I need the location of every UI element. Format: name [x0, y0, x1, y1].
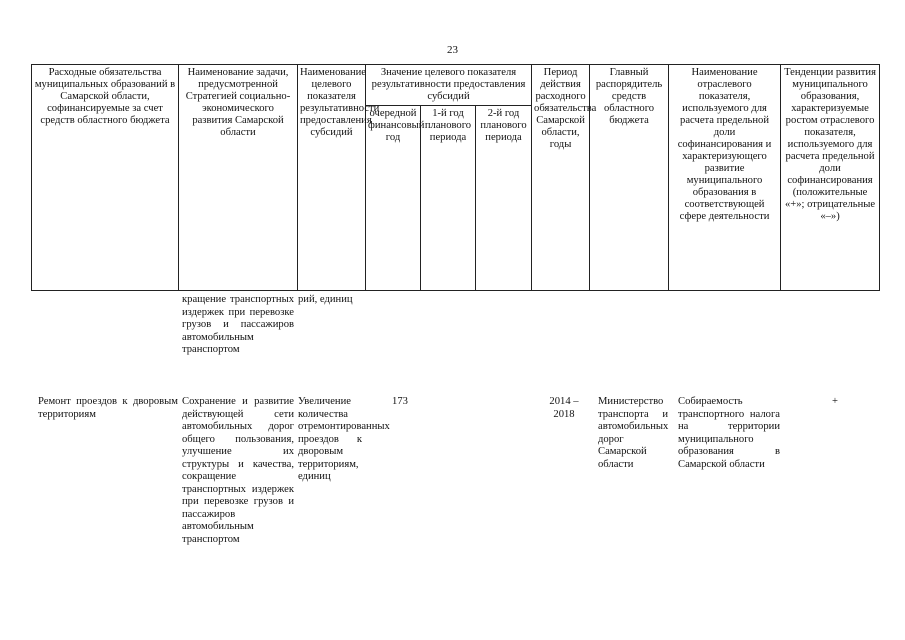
header-col4-group: Значение целевого показателя результативности предоставления субсидий [366, 65, 532, 106]
row-col1: Ремонт проездов к дворовым территориям [38, 396, 178, 420]
header-col8: Тенденции развития муниципального образования, характеризуемые ростом отраслевого показателя, используемого для расчета предельной доли софинансирования (положительные «+»; отрицательные «–») [781, 65, 880, 291]
header-col2: Наименование задачи, предусмотренной Стратегией социально-экономического развития Самарской области [179, 65, 298, 291]
header-col4c: 2-й год планового периода [476, 106, 532, 291]
continuation-col3: рий, единиц [298, 294, 353, 305]
header-col4b: 1-й год планового периода [421, 106, 476, 291]
page-number: 23 [447, 44, 458, 56]
row-col7: Собираемость транспортного налога на территории муниципального образования в Самарской области [678, 396, 780, 470]
row-col2: Сохранение и развитие действующей сети автомобильных дорог общего пользования, улучшение их структуры и качества, сокращение транспортных издержек при перевозке грузов и пассажиров автомобильным транспортом [182, 396, 294, 545]
row-col4a: 173 [392, 396, 408, 407]
row-col8: + [832, 396, 838, 407]
row-col6: Министерство транспорта и автомобильных дорог Самарской области [598, 396, 669, 470]
header-col4a: очередной финансовый год [366, 106, 421, 291]
continuation-col2: кращение транспортных издержек при перевозке грузов и пассажиров автомобильным транспортом [182, 294, 294, 355]
header-col7: Наименование отраслевого показателя, используемого для расчета предельной доли софинансирования и характеризующего развитие муниципального образования в соответствующей сфере деятельности [669, 65, 781, 291]
row-col3: Увеличение количества отремонтированных проездов к дворовым территориям, единиц [298, 396, 390, 482]
header-col1: Расходные обязательства муниципальных образований в Самарской области, софинансируемые за счет средств областного бюджета [32, 65, 179, 291]
table-header [31, 64, 880, 291]
row-col5: 2014 – 2018 [549, 396, 579, 420]
header-col5: Период действия расходного обязательства Самарской области, годы [532, 65, 590, 291]
header-col3: Наименование целевого показателя результативности предоставления субсидий [298, 65, 366, 291]
header-col6: Главный распорядитель средств областного бюджета [590, 65, 669, 291]
document-page [31, 64, 879, 291]
